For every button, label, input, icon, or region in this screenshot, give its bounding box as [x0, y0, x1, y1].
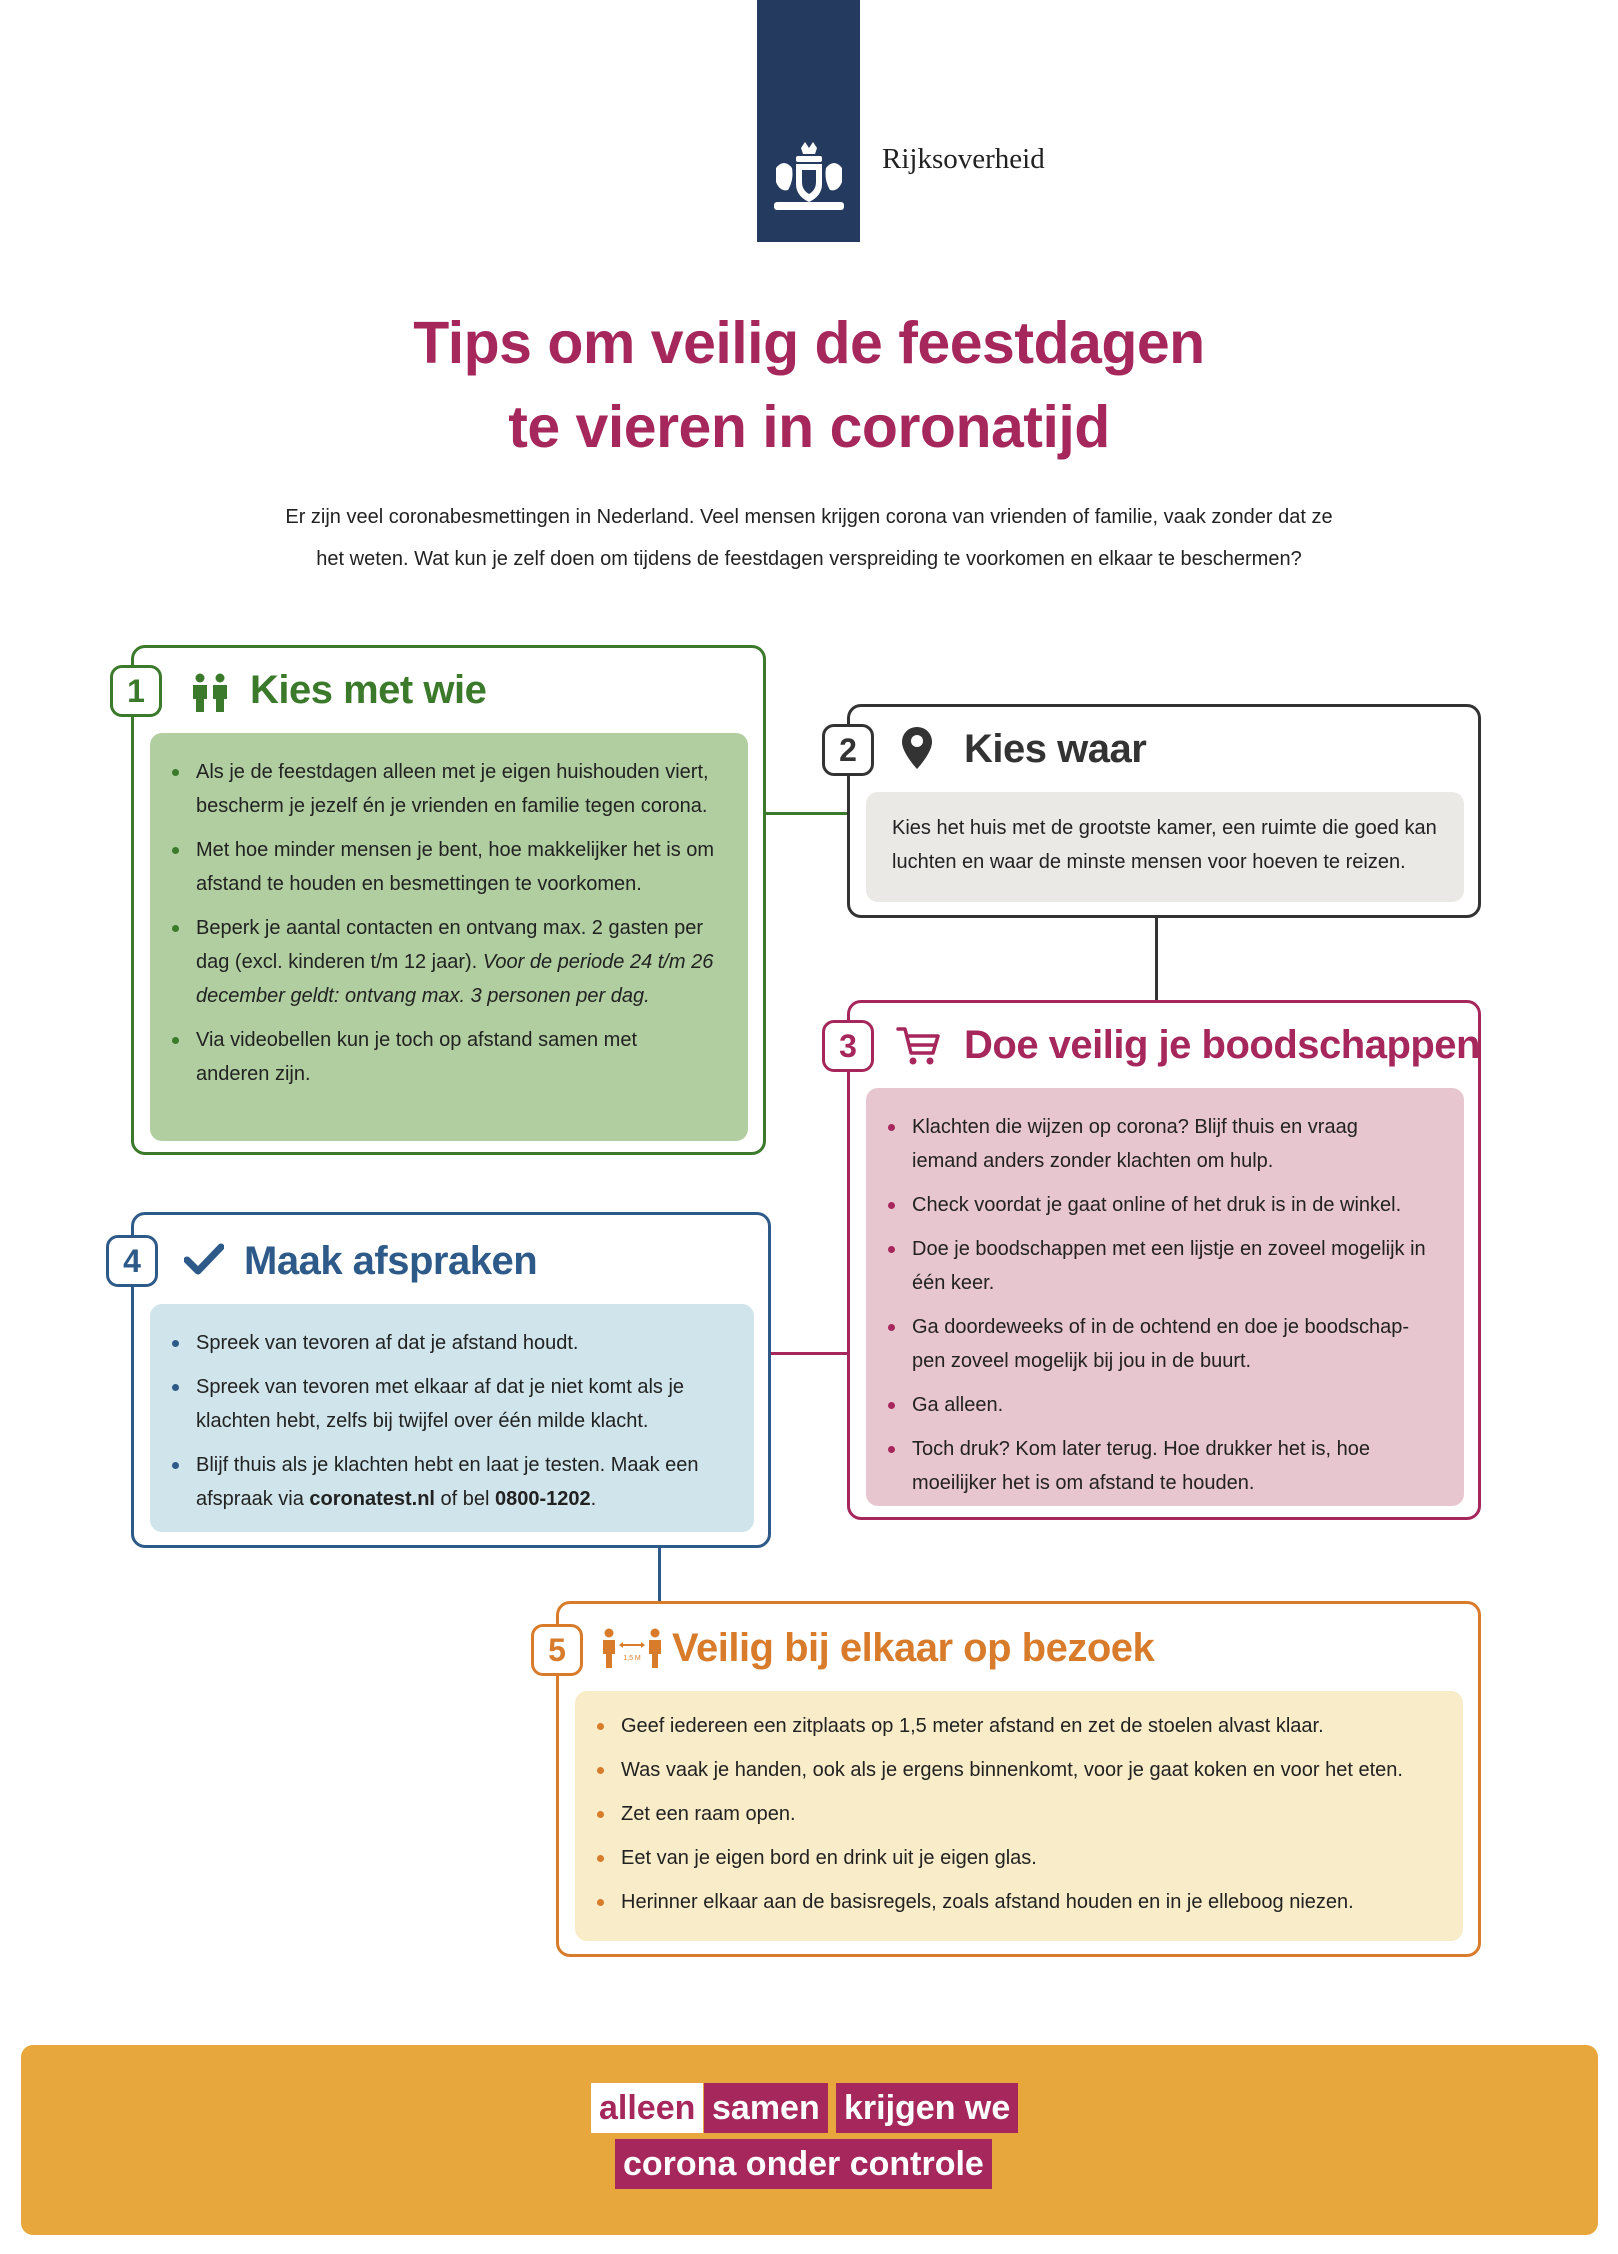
tip-list: [150, 1326, 754, 1516]
connector-4-5: [658, 1548, 661, 1601]
step-number: 5: [531, 1624, 583, 1676]
slogan-banner: [21, 2045, 1598, 2235]
card-kies-met-wie: [127, 645, 766, 1155]
people-icon: [189, 673, 231, 713]
shopping-cart-icon: [896, 1025, 940, 1067]
location-pin-icon: [900, 725, 934, 771]
list-item: [196, 911, 748, 1013]
intro-line-1: Er zijn veel coronabesmettingen in Nederland. Veel mensen krijgen corona van vrienden of familie, vaak zonder dat ze: [285, 506, 1333, 528]
slogan-word-alleen: alleen: [591, 2083, 703, 2133]
coat-of-arms-icon: [770, 138, 848, 218]
logo-band: [757, 0, 860, 242]
intro-text: [200, 496, 1418, 580]
list-item: Spreek van tevoren af dat je afstand houdt.: [196, 1326, 730, 1360]
tip-list: [866, 1110, 1464, 1500]
title-line-2: te vieren in coronatijd: [508, 394, 1110, 460]
step-number: 4: [106, 1235, 158, 1287]
tip-list: [150, 755, 748, 1091]
card-panel: [150, 733, 748, 1141]
list-item: Herinner elkaar aan de basisregels, zoals afstand houden en in je elleboog niezen.: [621, 1885, 1463, 1919]
list-item-text: of bel: [434, 1488, 496, 1510]
list-item-text: .: [590, 1488, 597, 1510]
list-item: Spreek van tevoren met elkaar af dat je niet komt als je klachten hebt, zelfs bij twijfel over één milde klacht.: [196, 1370, 730, 1438]
card-panel: [866, 1088, 1464, 1506]
step-number: 2: [822, 724, 874, 776]
list-item: Eet van je eigen bord en drink uit je eigen glas.: [621, 1841, 1463, 1875]
card-title: Maak afspraken: [244, 1239, 538, 1283]
connector-1-2: [766, 812, 847, 815]
card-title: Veilig bij elkaar op bezoek: [672, 1626, 1155, 1670]
list-item-text: Blijf thuis als je klachten hebt en laat je testen. Maak een afspraak via: [196, 1454, 699, 1510]
list-item: Check voordat je gaat online of het druk is in de winkel.: [912, 1188, 1440, 1222]
checkmark-icon: [184, 1243, 224, 1275]
card-title: Doe veilig je boodschappen: [964, 1023, 1480, 1067]
list-item-note: Voor de periode 24 t/m 26 december geldt: ontvang max. 3 personen per dag.: [196, 951, 714, 1007]
card-boodschappen: [839, 1000, 1481, 1520]
slogan-line-2: corona onder controle: [615, 2139, 992, 2189]
logo-text: Rijksoverheid: [882, 143, 1045, 175]
card-maak-afspraken: [123, 1212, 771, 1548]
connector-4-3: [771, 1352, 847, 1355]
distance-people-icon: [602, 1628, 662, 1672]
phone-number: 0800-1202: [495, 1488, 591, 1510]
list-item: Ga doordeweeks of in de ochtend en doe je boodschap-pen zoveel mogelijk bij jou in de buurt.: [912, 1310, 1440, 1378]
step-number: 1: [110, 665, 162, 717]
distance-label: 1,5 M: [623, 1655, 641, 1662]
card-veilig-op-bezoek: [548, 1601, 1481, 1957]
list-item: Ga alleen.: [912, 1388, 1440, 1422]
card-title: Kies waar: [964, 727, 1147, 771]
page-title: [0, 312, 1618, 480]
list-item: Toch druk? Kom later terug. Hoe drukker het is, hoe moeilijker het is om afstand te houden.: [912, 1432, 1440, 1500]
intro-line-2: het weten. Wat kun je zelf doen om tijdens de feestdagen verspreiding te voorkomen en elkaar te beschermen?: [316, 548, 1302, 570]
list-item: Was vaak je handen, ook als je ergens binnenkomt, voor je gaat koken en voor het eten.: [621, 1753, 1463, 1787]
list-item: [196, 1448, 730, 1516]
coronatest-link[interactable]: coronatest.nl: [309, 1488, 435, 1510]
card-panel: [150, 1304, 754, 1532]
list-item: Geef iedereen een zitplaats op 1,5 meter afstand en zet de stoelen alvast klaar.: [621, 1709, 1463, 1743]
slogan-word-krijgen-we: krijgen we: [836, 2083, 1018, 2133]
card-kies-waar: [839, 704, 1481, 918]
card-title: Kies met wie: [250, 668, 487, 712]
connector-2-3: [1155, 918, 1158, 1000]
card-panel: [866, 792, 1464, 902]
step-number: 3: [822, 1020, 874, 1072]
tip-list: [575, 1709, 1463, 1919]
list-item: Als je de feestdagen alleen met je eigen huishouden viert, bescherm je jezelf én je vrienden en familie tegen corona.: [196, 755, 748, 823]
list-item: Met hoe minder mensen je bent, hoe makkelijker het is om afstand te houden en besmettingen te voorkomen.: [196, 833, 748, 901]
list-item: Doe je boodschappen met een lijstje en zoveel mogelijk in één keer.: [912, 1232, 1440, 1300]
list-item: Zet een raam open.: [621, 1797, 1463, 1831]
slogan-word-samen: samen: [704, 2083, 828, 2133]
list-item: Via videobellen kun je toch op afstand samen met anderen zijn.: [196, 1023, 748, 1091]
list-item-text: Beperk je aantal contacten en ontvang max. 2 gasten per dag (excl. kinderen t/m 12 jaar).: [196, 917, 704, 973]
card-panel: [575, 1691, 1463, 1941]
list-item: Klachten die wijzen op corona? Blijf thuis en vraag iemand anders zonder klachten om hulp.: [912, 1110, 1440, 1178]
card-text: Kies het huis met de grootste kamer, een ruimte die goed kan luchten en waar de minste mensen voor hoeven te reizen.: [892, 817, 1437, 873]
title-line-1: Tips om veilig de feestdagen: [413, 310, 1205, 376]
